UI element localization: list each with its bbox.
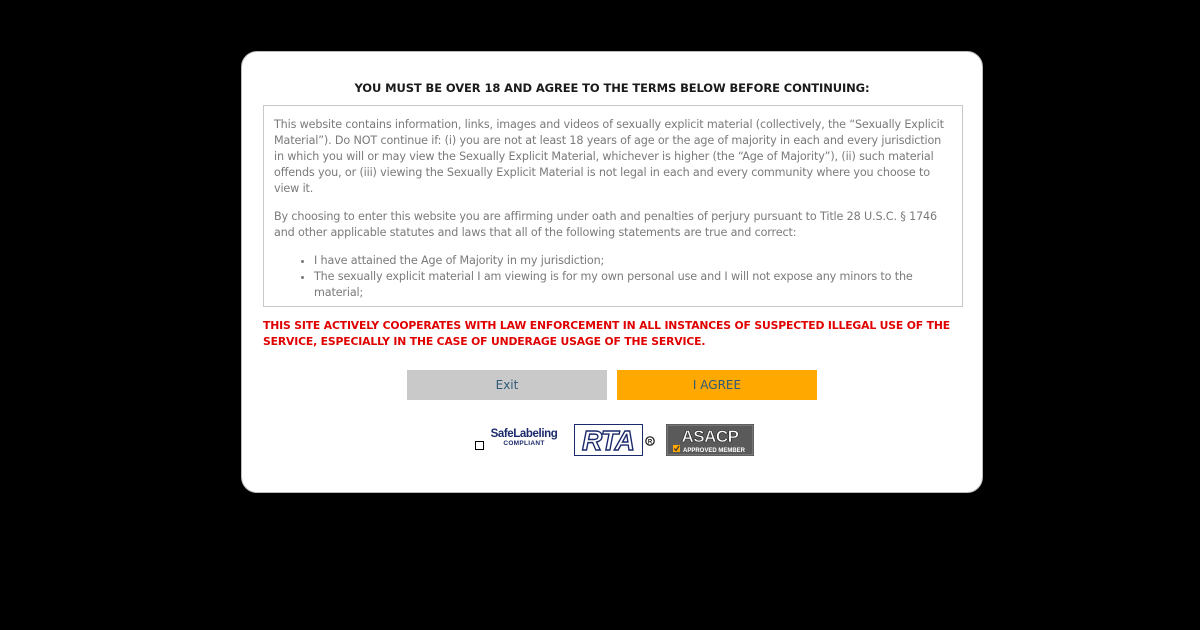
rta-text: RTA xyxy=(582,425,634,456)
modal-title: YOU MUST BE OVER 18 AND AGREE TO THE TERMS BELOW BEFORE CONTINUING: xyxy=(354,81,870,95)
terms-scroll-box[interactable] xyxy=(263,105,963,307)
asacp-text: ASACP xyxy=(681,427,739,446)
asacp-subtext: APPROVED MEMBER xyxy=(682,448,746,454)
compliance-badges xyxy=(472,424,762,460)
terms-list xyxy=(274,253,952,301)
safelabeling-logo[interactable] xyxy=(489,428,559,448)
safelabeling-text: SafeLabeling xyxy=(490,428,558,440)
list-item: • The sexually explicit material I am viewing is for my own personal use and I will not expose any minors to the material; xyxy=(314,269,952,301)
law-enforcement-warning: THIS SITE ACTIVELY COOPERATES WITH LAW ENFORCEMENT IN ALL INSTANCES OF SUSPECTED ILLEGAL USE OF THE SERVICE, ESPECIALLY IN THE CASE OF UNDERAGE USAGE OF THE SERVICE. xyxy=(263,319,950,348)
exit-button[interactable]: Exit xyxy=(407,370,607,400)
list-item: • I have attained the Age of Majority in my jurisdiction; xyxy=(314,253,952,269)
rta-logo[interactable] xyxy=(574,424,656,456)
badge-checkbox-icon xyxy=(475,441,484,450)
age-verification-modal xyxy=(241,51,983,493)
asacp-logo[interactable] xyxy=(666,424,754,456)
safelabeling-subtext: COMPLIANT xyxy=(503,440,545,447)
agree-button[interactable]: I AGREE xyxy=(617,370,817,400)
terms-paragraph-2: By choosing to enter this website you are affirming under oath and penalties of perjury pursuant to Title 28 U.S.C. § 1746 and other applicable statutes and laws that all of the following statements are true and correct: xyxy=(274,210,937,239)
svg-text:R: R xyxy=(647,439,653,446)
terms-paragraph-1: This website contains information, links, images and videos of sexually explicit material (collectively, the “Sexually Explicit Material”). Do NOT continue if: (i) you are not at least 18 years of age or the age of majority in each and every jurisdiction in which you will or may view the Sexually Explicit Material, whichever is higher (the “Age of Majority”), (ii) such material offends you, or (iii) viewing the Sexually Explicit Material is not legal in each and every community where you choose to view it. xyxy=(274,118,944,195)
